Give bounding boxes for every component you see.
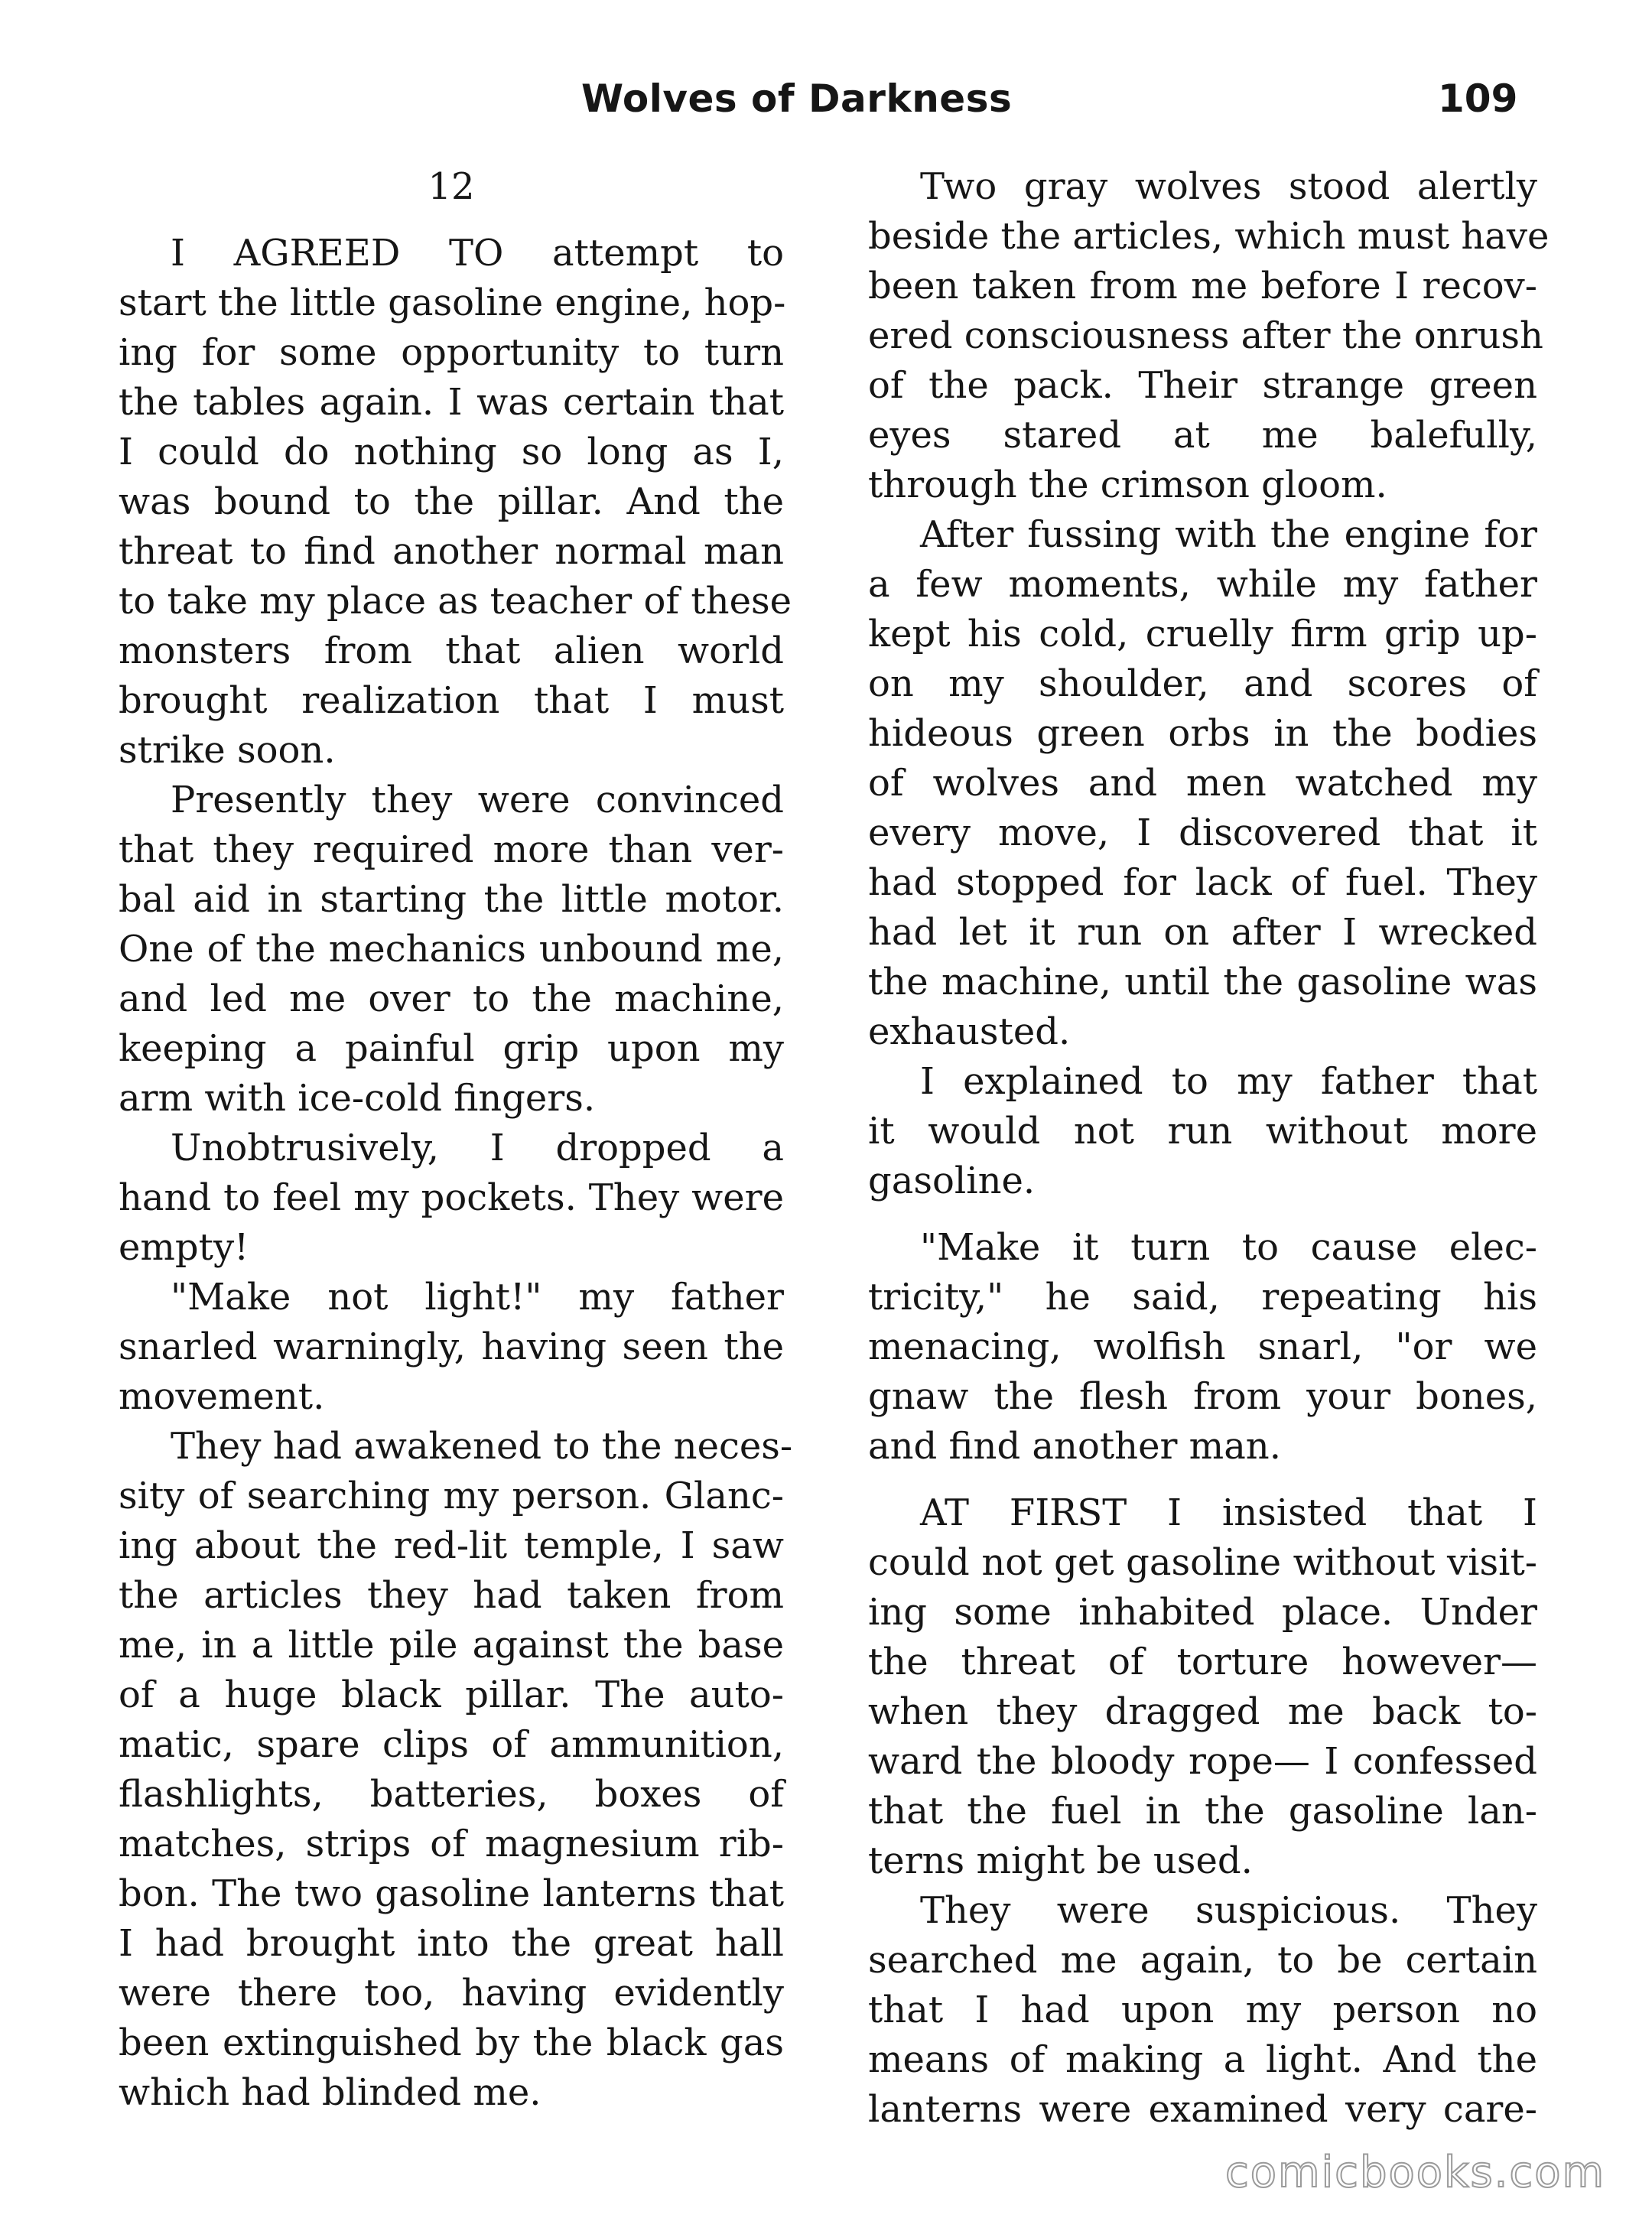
text-line: matches, strips of magnesium rib- bbox=[119, 1823, 784, 1865]
text-line: hand to feel my pockets. They were bbox=[119, 1176, 784, 1219]
text-line: lanterns were examined very care- bbox=[868, 2088, 1537, 2131]
right-column bbox=[868, 162, 1550, 2135]
text-line: that I had upon my person no bbox=[868, 1989, 1537, 2031]
text-line: beside the articles, which must have bbox=[868, 215, 1550, 258]
page-number: 109 bbox=[1438, 76, 1518, 121]
text-line: ered consciousness after the onrush bbox=[868, 314, 1543, 357]
left-column bbox=[119, 162, 793, 2118]
text-line: me, in a little pile against the base bbox=[119, 1624, 784, 1667]
text-line: bon. The two gasoline lanterns that bbox=[119, 1872, 784, 1915]
page-header bbox=[0, 76, 1652, 138]
text-line: that they required more than ver- bbox=[119, 828, 784, 871]
running-title: Wolves of Darkness bbox=[581, 76, 1013, 121]
text-line: and led me over to the machine, bbox=[119, 977, 784, 1020]
text-line: of the pack. Their strange green bbox=[868, 364, 1537, 407]
text-line: keeping a painful grip upon my bbox=[119, 1027, 784, 1070]
text-line: I had brought into the great hall bbox=[119, 1922, 784, 1965]
text-line: Two gray wolves stood alertly bbox=[920, 165, 1537, 208]
text-line: had stopped for lack of fuel. They bbox=[868, 861, 1537, 904]
text-line: on my shoulder, and scores of bbox=[868, 662, 1537, 705]
text-line: start the little gasoline engine, hop- bbox=[119, 281, 786, 324]
text-line: strike soon. bbox=[119, 729, 336, 772]
text-line: AT FIRST I insisted that I bbox=[920, 1491, 1537, 1534]
text-line: been extinguished by the black gas bbox=[119, 2021, 784, 2064]
text-line: matic, spare clips of ammunition, bbox=[119, 1723, 784, 1766]
text-line: the tables again. I was certain that bbox=[119, 381, 784, 424]
text-line: Presently they were convinced bbox=[171, 779, 784, 821]
text-line: I AGREED TO attempt to bbox=[171, 232, 784, 275]
text-line: it would not run without more bbox=[868, 1110, 1537, 1153]
text-line: I explained to my father that bbox=[920, 1060, 1537, 1103]
text-line: which had blinded me. bbox=[119, 2071, 541, 2114]
text-line: gnaw the flesh from your bones, bbox=[868, 1375, 1537, 1418]
text-line: terns might be used. bbox=[868, 1839, 1253, 1882]
text-line: of wolves and men watched my bbox=[868, 762, 1537, 805]
text-line: when they dragged me back to- bbox=[868, 1690, 1537, 1733]
text-line: means of making a light. And the bbox=[868, 2038, 1537, 2081]
text-line: hideous green orbs in the bodies bbox=[868, 712, 1537, 755]
text-line: every move, I discovered that it bbox=[868, 811, 1537, 854]
text-line: the articles they had taken from bbox=[119, 1574, 784, 1617]
text-line: was bound to the pillar. And the bbox=[119, 480, 784, 523]
text-line: and find another man. bbox=[868, 1425, 1281, 1468]
text-line: sity of searching my person. Glanc- bbox=[119, 1475, 784, 1517]
text-line: snarled warningly, having seen the bbox=[119, 1325, 784, 1368]
text-line: kept his cold, cruelly firm grip up- bbox=[868, 613, 1537, 655]
paragraph-gap bbox=[868, 1472, 1537, 1488]
text-line: ing about the red-lit temple, I saw bbox=[119, 1524, 784, 1567]
text-line: I could do nothing so long as I, bbox=[119, 431, 784, 473]
paragraph-gap bbox=[868, 1206, 1537, 1223]
text-line: ing for some opportunity to turn bbox=[119, 331, 784, 374]
text-line: had let it run on after I wrecked bbox=[868, 911, 1537, 954]
chapter-gap bbox=[119, 212, 784, 229]
text-line: exhausted. bbox=[868, 1010, 1071, 1053]
text-line: that the fuel in the gasoline lan- bbox=[868, 1790, 1537, 1833]
text-line: to take my place as teacher of these bbox=[119, 580, 792, 623]
text-line: a few moments, while my father bbox=[868, 563, 1537, 606]
text-line: They had awakened to the neces- bbox=[171, 1425, 793, 1468]
text-line: searched me again, to be certain bbox=[868, 1939, 1537, 1982]
text-line: bal aid in starting the little motor. bbox=[119, 878, 784, 921]
text-line: brought realization that I must bbox=[119, 679, 784, 722]
text-line: threat to find another normal man bbox=[119, 530, 784, 573]
text-line: were there too, having evidently bbox=[119, 1972, 784, 2015]
text-line: flashlights, batteries, boxes of bbox=[119, 1773, 784, 1816]
text-line: gasoline. bbox=[868, 1159, 1036, 1202]
text-line: tricity," he said, repeating his bbox=[868, 1276, 1537, 1319]
text-line: ward the bloody rope— I confessed bbox=[868, 1740, 1537, 1783]
text-line: through the crimson gloom. bbox=[868, 463, 1387, 506]
text-line: the threat of torture however— bbox=[868, 1641, 1537, 1683]
text-line: monsters from that alien world bbox=[119, 629, 784, 672]
text-line: eyes stared at me balefully, bbox=[868, 414, 1537, 457]
text-line: been taken from me before I recov- bbox=[868, 265, 1537, 307]
text-line: of a huge black pillar. The auto- bbox=[119, 1673, 784, 1716]
text-line: One of the mechanics unbound me, bbox=[119, 928, 784, 971]
chapter-number: 12 bbox=[428, 165, 475, 208]
text-line: arm with ice-cold fingers. bbox=[119, 1077, 596, 1120]
text-line: "Make not light!" my father bbox=[171, 1276, 784, 1319]
text-line: empty! bbox=[119, 1226, 249, 1269]
text-line: "Make it turn to cause elec- bbox=[920, 1226, 1537, 1269]
text-line: Unobtrusively, I dropped a bbox=[171, 1127, 784, 1169]
watermark-logo: comicbooks.com bbox=[1225, 2148, 1606, 2197]
text-line: They were suspicious. They bbox=[920, 1889, 1537, 1932]
text-line: menacing, wolfish snarl, "or we bbox=[868, 1325, 1537, 1368]
text-line: After fussing with the engine for bbox=[920, 513, 1537, 556]
text-line: movement. bbox=[119, 1375, 325, 1418]
text-line: could not get gasoline without visit- bbox=[868, 1541, 1537, 1584]
text-line: ing some inhabited place. Under bbox=[868, 1591, 1537, 1634]
text-line: the machine, until the gasoline was bbox=[868, 961, 1537, 1003]
